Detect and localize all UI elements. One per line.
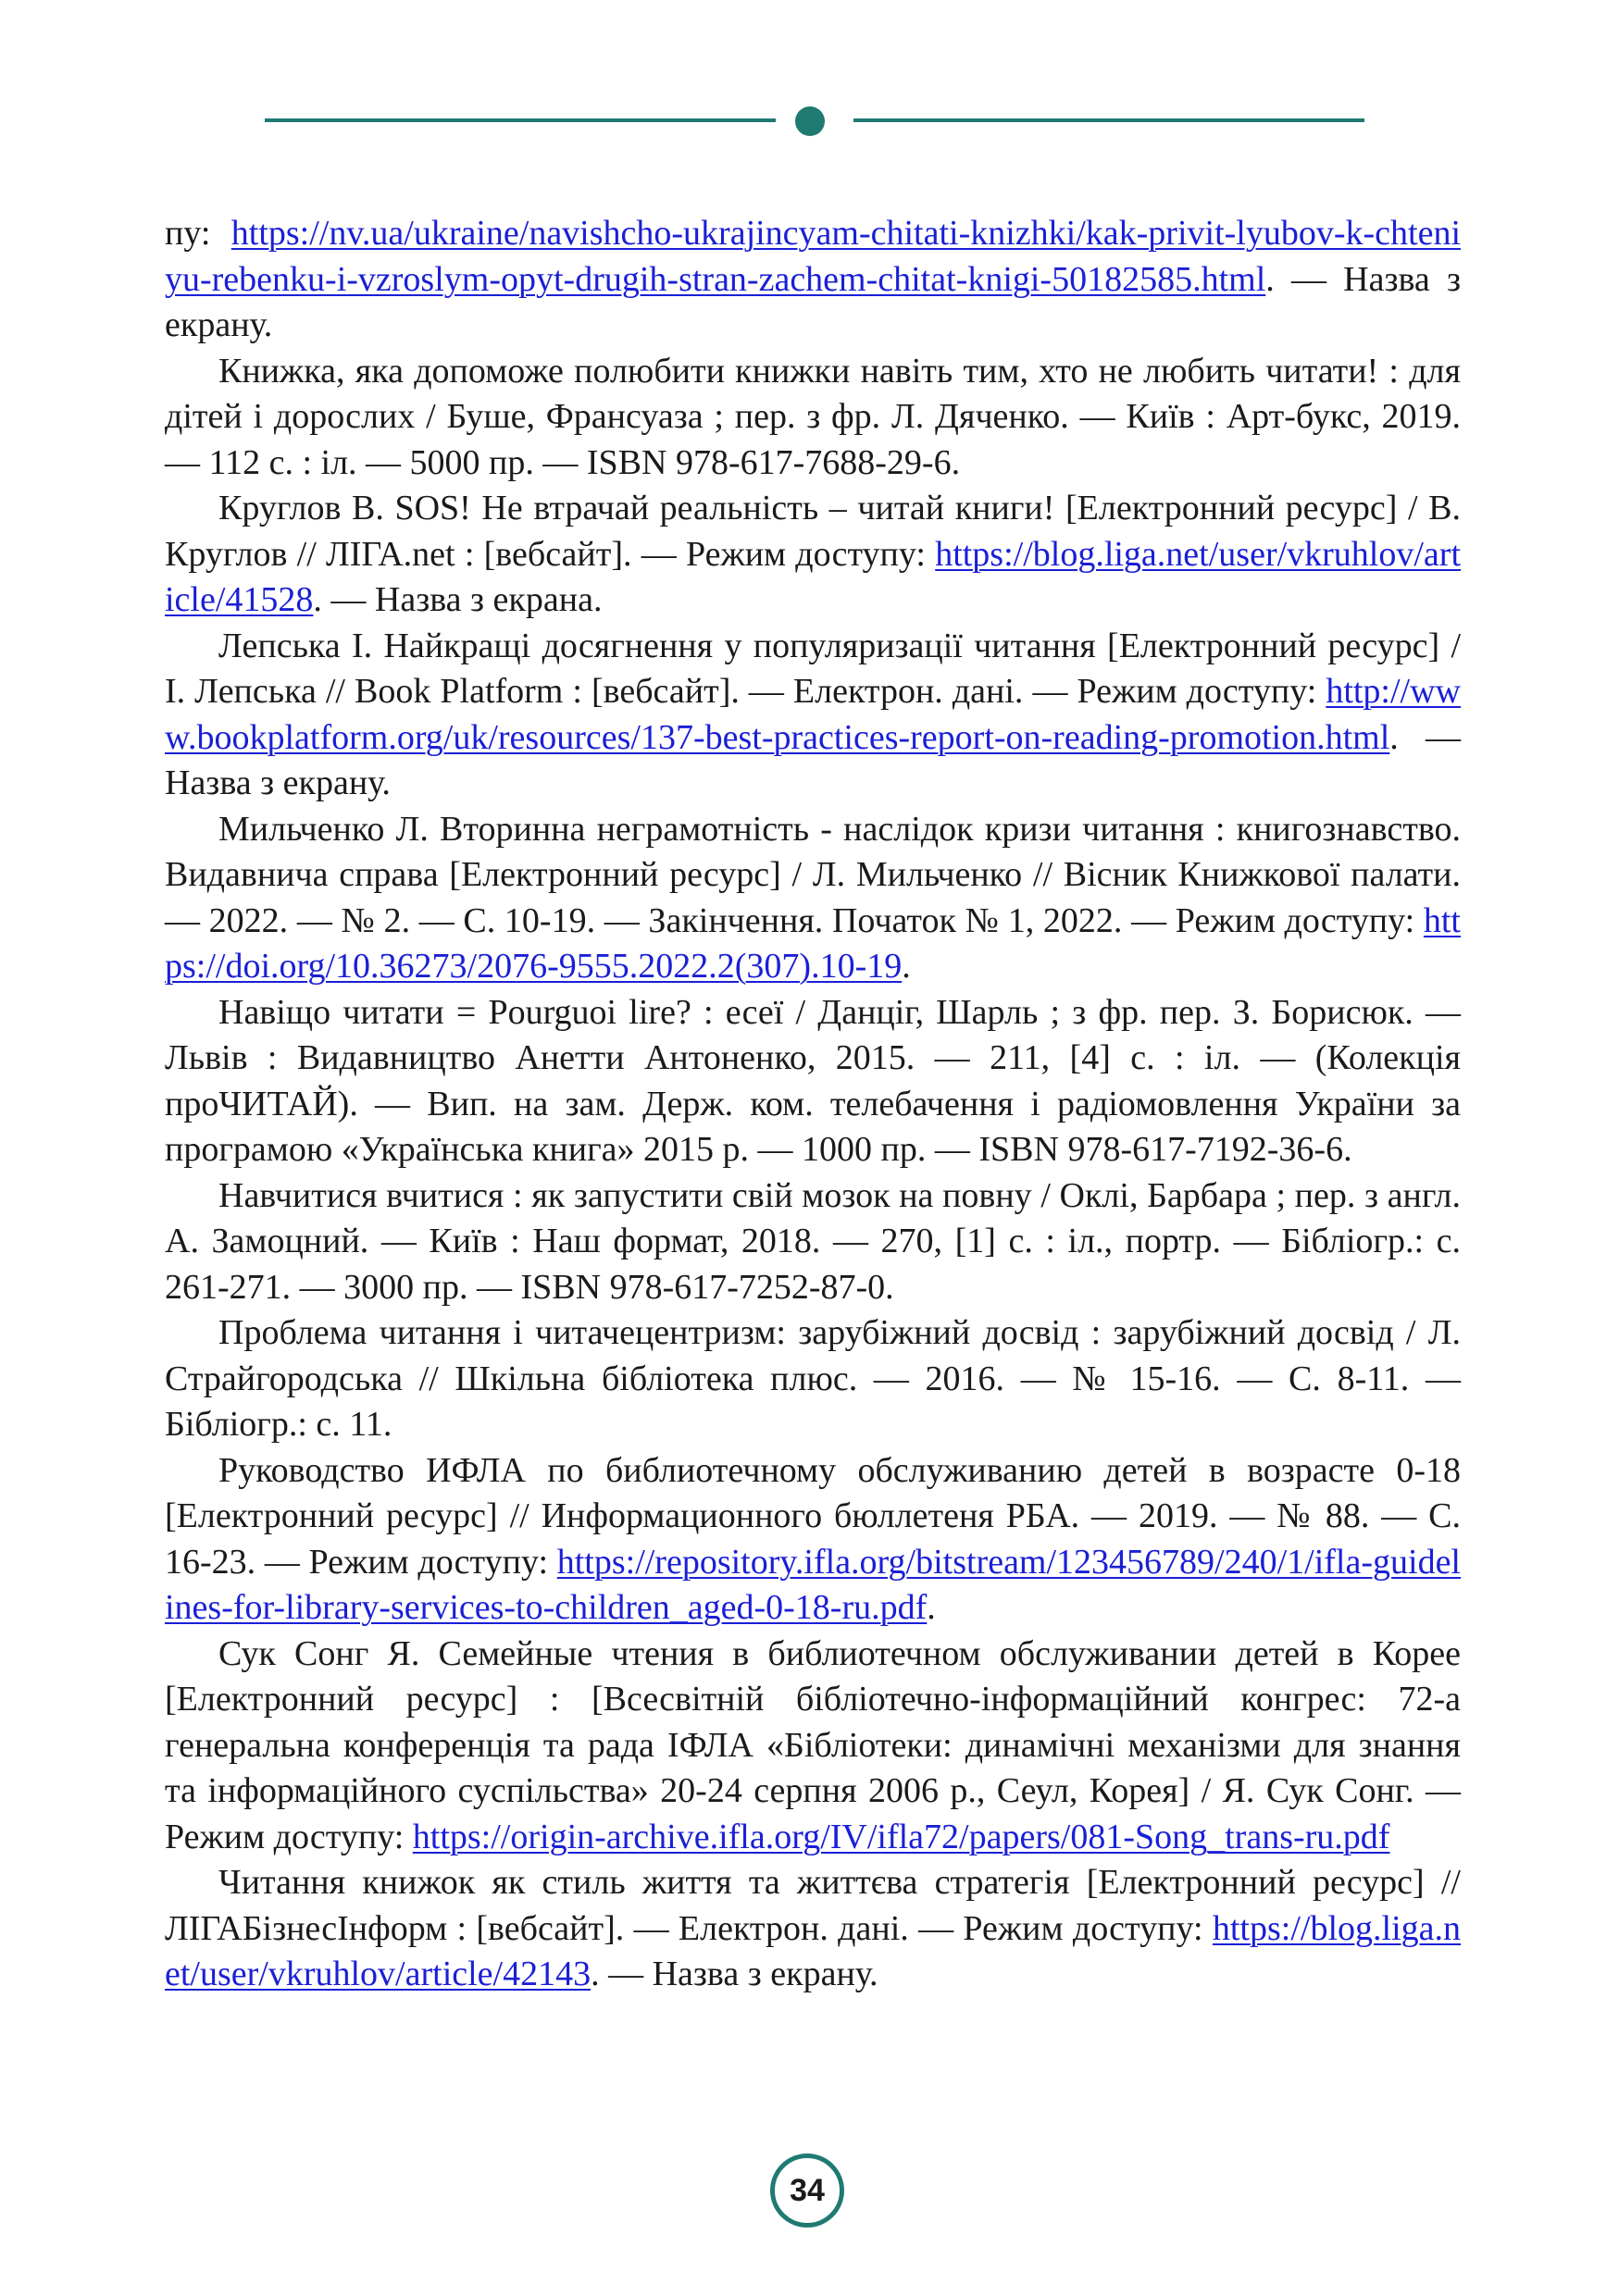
entry-link[interactable]: http://www.bookplatform.org/uk/resources/137-best-practices-report-on-reading-promotion.html [165, 672, 1461, 757]
header-rule-left [265, 118, 776, 122]
entry-text: Навчитися вчитися : як запустити свій мозок на повну / Оклі, Барбара ; пер. з англ. А. Замоцний. — Київ : Наш формат, 2018. — 270, [1] с. : іл., портр. — Бібліогр.: с. 261-271. — 3000 пр. — ISBN 978-617-7252-87-0. [165, 1175, 1461, 1307]
bibliography-entry [165, 1448, 1461, 1632]
entry-text: Книжка, яка допоможе полюбити книжки навіть тим, хто не любить читати! : для дітей і дорослих / Буше, Франсуаза ; пер. з фр. Л. Дяченко. — Київ : Арт-букс, 2019. — 112 с. : іл. — 5000 пр. — ISBN 978-617-7688-29-6. [165, 351, 1461, 482]
entry-text: Мильченко Л. Вторинна неграмотність - наслідок кризи читання : книгознавство. Видавнича справа [Електронний ресурс] / Л. Мильченко // Вісник Книжкової палати. — 2022. — № 2. — С. 10-19. — Закінчення. Початок № 1, 2022. — Режим доступу: [165, 809, 1461, 940]
entry-link[interactable]: https://blog.liga.net/user/vkruhlov/article/42143 [165, 1908, 1461, 1993]
entry-tail: . — Назва з екрана. [313, 580, 603, 619]
entry-tail: . — Назва з екрану. [591, 1955, 878, 1993]
entry-link[interactable]: https://nv.ua/ukraine/navishcho-ukrajincyam-chitati-knizhki/kak-privit-lyubov-k-chteniyu-rebenku-i-vzroslym-opyt-drugih-stran-zachem-chitat-knigi-50182585.html [165, 214, 1461, 299]
entry-text: Сук Сонг Я. Семейные чтения в библиотечном обслуживании детей в Корее [Електронний ресурс] : [Всесвітній бібліотечно-інформаційний конгрес: 72-а генеральна конференція та рада ІФЛА «Бібліотеки: динамічні механізми для знання та інформаційного суспільства» 20-24 серпня 2006 р., Сеул, Корея] / Я. Сук Сонг. — Режим доступу: [165, 1633, 1461, 1856]
entry-text: Проблема читання і читачецентризм: зарубіжний досвід : зарубіжний досвід / Л. Страйгородська // Шкільна бібліотека плюс. — 2016. — № 15-16. — С. 8-11. — Бібліогр.: с. 11. [165, 1313, 1461, 1444]
entry-text: Круглов В. SOS! Не втрачай реальність – читай книги! [Електронний ресурс] / В. Круглов // ЛІГА.net : [вебсайт]. — Режим доступу: [165, 489, 1461, 574]
bibliography-entry [165, 1173, 1461, 1311]
entry-link[interactable]: https://blog.liga.net/user/vkruhlov/article/41528 [165, 534, 1461, 619]
bibliography-entry [165, 1860, 1461, 1998]
entry-link[interactable]: https://repository.ifla.org/bitstream/123456789/240/1/ifla-guidelines-for-library-services-to-children_aged-0-18-ru.pdf [165, 1542, 1461, 1627]
entry-text: пу: [165, 214, 231, 253]
entry-link[interactable]: https://origin-archive.ifla.org/IV/ifla72/papers/081-Song_trans-ru.pdf [412, 1817, 1390, 1856]
page-number: 34 [770, 2153, 844, 2228]
bibliography-entry [165, 624, 1461, 807]
entry-text: Навіщо читати = Pourguoi lire? : есеї / Данціг, Шарль ; з фр. пер. З. Борисюк. — Львів : Видавництво Анетти Антоненко, 2015. — 211, [4] с. : іл. — (Колекція проЧИТАЙ). — Вип. на зам. Держ. ком. телебачення і радіомовлення України за програмою «Українська книга» 2015 р. — 1000 пр. — ISBN 978-617-7192-36-6. [165, 992, 1461, 1169]
entry-link[interactable]: https://doi.org/10.36273/2076-9555.2022.2(307).10-19 [165, 900, 1461, 986]
entry-tail: . [927, 1588, 936, 1627]
bibliography-entry [165, 486, 1461, 624]
bibliography-entry [165, 349, 1461, 487]
entry-text: Руководство ИФЛА по библиотечному обслуживанию детей в возрасте 0-18 [Електронний ресурс] // Информационного бюллетеня РБА. — 2019. — № 88. — С. 16-23. — Режим доступу: [165, 1450, 1461, 1582]
bibliography-entry [165, 807, 1461, 990]
entry-text: Читання книжок як стиль життя та життєва стратегія [Електронний ресурс] // ЛІГАБізнесІнформ : [вебсайт]. — Електрон. дані. — Режим доступу: [165, 1863, 1461, 1948]
bibliography-entry [165, 1632, 1461, 1861]
bibliography-entry [165, 990, 1461, 1173]
entry-tail: . — Назва з екрану. [165, 717, 1461, 802]
entry-text: Лепська І. Найкращі досягнення у популяризації читання [Електронний ресурс] / І. Лепська // Book Platform : [вебсайт]. — Електрон. дані. — Режим доступу: [165, 626, 1461, 711]
header-rule-right [853, 118, 1364, 122]
entry-tail: . — Назва з екрану. [165, 259, 1461, 344]
bibliography-entry [165, 211, 1461, 349]
header-dot [795, 106, 825, 136]
bibliography-list [165, 211, 1461, 1998]
entry-tail: . [902, 947, 911, 986]
bibliography-entry [165, 1310, 1461, 1448]
